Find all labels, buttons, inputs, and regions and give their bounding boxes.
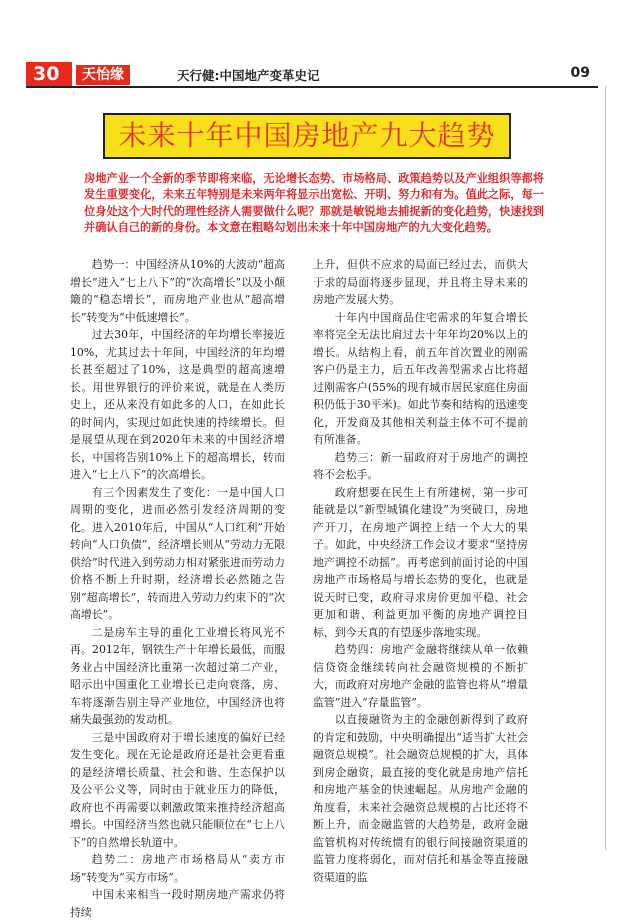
header-rule <box>26 86 598 88</box>
paragraph: 三是中国政府对于增长速度的偏好已经发生变化。现在无论是政府还是社会更看重的是经济增长质量、社会和谐、生态保护以及公平公义等，同时由于就业压力的降低，政府也不再需要以刺激政策来推持经济超高增长。中国经济当然也就只能顺位在“七上八下”的自然增长轨道中。 <box>70 730 285 849</box>
page-header <box>26 62 598 88</box>
article-lead: 房地产业一个全新的季节即将来临，无论增长态势、市场格局、政策趋势以及产业组织等都将发生重要变化，未来五年特别是未来两年将显示出宽松、开明、努力和有为。值此之际，每一位身处这个大时代的理性经济人需要做什么呢？那就是敏锐地去捕捉新的变化趋势，快速找到并确认自己的新的身份。本文意在粗略勾划出未来十年中国房地产的九大变化趋势。 <box>84 172 544 235</box>
paragraph: 政府想要在民生上有所建树，第一步可能就是以“新型城镇化建设”为突破口，房地产开刀，在房地产调控上结一个大大的果子。如此，中央经济工作会议才要求“坚持房地产调控不动摇”。再考虑到前面讨论的中国房地产市场格局与增长态势的变化，也就是说天时已变，政府寻求房价更加平稳、社会更加和谐、利益更加平衡的房地产调控目标，到今天真的有望逐步落地实现。 <box>313 485 528 639</box>
page-number: 09 <box>570 65 590 81</box>
article-title: 未来十年中国房地产九大趋势 <box>118 119 496 152</box>
column-label: 天怡缘 <box>76 65 130 85</box>
paragraph: 过去30年，中国经济的年均增长率接近10%，尤其过去十年间，中国经济的年均增长甚至超过了10%，这是典型的超高速增长。用世界银行的评价来说，就是在人类历史上，还从来没有如此多的人口，在如此长的时间内，实现过如此快速的持续增长。但是展望从现在到2020年未来的中国经济增长，中国将告别10%上下的超高增长，转而进入“七上八下”的次高增长。 <box>70 328 285 481</box>
paragraph: 趋势二：房地产市场格局从“卖方市场”转变为“买方市场”。 <box>70 853 285 884</box>
paragraph: 二是房车主导的重化工业增长将风光不再。2012年，钢铁生产十年增长最低，而服务业占中国经济比重第一次超过第二产业，昭示出中国重化工业增长已走向衰落，房、车将逐渐告别主导产业地位，中国经济也将痛失最强劲的发动机。 <box>70 625 285 726</box>
issue-badge <box>26 62 72 86</box>
paragraph: 趋势四：房地产金融将继续从单一依赖信贷资金继续转向社会融资规模的不断扩大，而政府对房地产金融的监管也将从“增量监管”进入“存量监管”。 <box>313 643 528 709</box>
left-column <box>70 256 285 921</box>
paragraph: 上升，但供不应求的局面已经过去，而供大于求的局面将逐步显现，并且将主导未来的房地产发展大势。 <box>313 258 528 306</box>
paragraph: 趋势三：新一届政府对于房地产的调控将不会松手。 <box>313 450 528 481</box>
issue-number: 30 <box>33 63 60 85</box>
paragraph: 中国未来相当一段时期房地产需求仍将持续 <box>70 888 285 919</box>
page-edge-rule <box>605 86 606 850</box>
paragraph: 十年内中国商品住宅需求的年复合增长率将完全无法比肩过去十年年均20%以上的增长。从结构上看，前五年首次置业的刚需客户仍是主力，后五年改善型需求占比将超过刚需客户(55%的现有城市居民家庭住房面积仍低于30平米)。如此节奏和结构的迅速变化，开发商及其他相关利益主体不可不提前有所准备。 <box>313 310 528 446</box>
paragraph: 以直接融资为主的金融创新得到了政府的肯定和鼓励，中央明确提出“适当扩大社会融资总规模”。社会融资总规模的扩大，具体到房企融资，最直接的变化就是房地产信托和房地产基金的快速崛起。从房地产金融的角度看，未来社会融资总规模的占比还将不断上升，而金融监管的大趋势是，政府金融监管机构对传统惯有的银行间接融资渠道的监管力度将弱化，而对信托和基金等直接融资渠道的监 <box>313 713 528 884</box>
section-title: 天行健:中国地产变革史记 <box>177 68 320 83</box>
paragraph: 有三个因素发生了变化：一是中国人口周期的变化，进而必然引发经济周期的变化。进入2010年后，中国从“人口红利”开始转向“人口负债”，经济增长则从“劳动力无限供给”时代进入到劳动力相对紧张进而劳动力价格不断上升时期，经济增长必然随之告别“超高增长”，转而进入劳动力约束下的“次高增长”。 <box>70 485 285 621</box>
article-title-box <box>103 113 511 159</box>
paragraph: 趋势一：中国经济从10%的大波动“超高增长”进入“七上八下”的“次高增长”以及小颠簸的“稳态增长”，而房地产业也从“超高增长”转变为“中低速增长”。 <box>70 258 285 324</box>
right-column <box>313 256 528 886</box>
